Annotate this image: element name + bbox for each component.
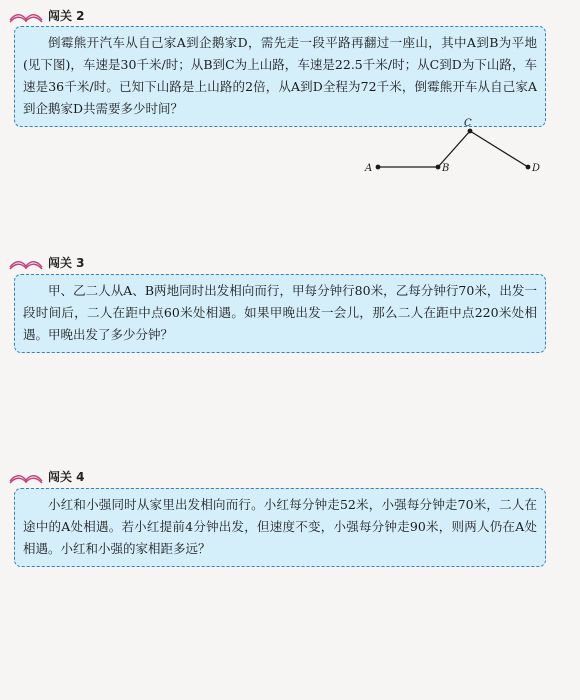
section-heading-4 [8,465,85,487]
problem-box-2 [14,26,546,127]
segment-cd [470,131,528,167]
section-heading-2 [8,4,85,26]
section-title: 闯关 4 [48,469,85,484]
problem-text: 倒霉熊开汽车从自己家A到企鹅家D，需先走一段平路再翻过一座山，其中A到B为平地(见下图)，车速是30千米/时；从B到C为上山路，车速是22.5千米/时；从C到D为下山路，车速是36千米/时。已知下山路是上山路的2倍，从A到D全程为72千米，倒霉熊开车从自己家A到企鹅家D共需要多少时间？ [23,35,537,116]
route-diagram [360,114,550,180]
point-c [468,129,473,134]
point-a [376,165,381,170]
label-b: B [442,163,450,174]
point-b [436,165,441,170]
problem-text: 甲、乙二人从A、B两地同时出发相向而行，甲每分钟行80米，乙每分钟行70米，出发一段时间后，二人在距中点60米处相遇。如果甲晚出发一会儿，那么二人在距中点220米处相遇。甲晚出发了多少分钟？ [23,283,537,342]
segment-bc [438,131,470,167]
section-title: 闯关 2 [48,8,85,23]
open-book-icon [8,468,44,484]
open-book-icon [8,7,44,23]
open-book-icon [8,254,44,270]
label-d: D [532,163,541,174]
problem-text: 小红和小强同时从家里出发相向而行。小红每分钟走52米，小强每分钟走70米，二人在途中的A处相遇。若小红提前4分钟出发，但速度不变，小强每分钟走90米，则两人仍在A处相遇。小红和小强的家相距多远？ [23,497,537,556]
problem-box-4 [14,488,546,567]
label-a: A [365,163,373,174]
label-c: C [464,118,472,129]
problem-box-3 [14,274,546,353]
section-title: 闯关 3 [48,255,85,270]
section-heading-3 [8,251,85,273]
point-d [526,165,531,170]
